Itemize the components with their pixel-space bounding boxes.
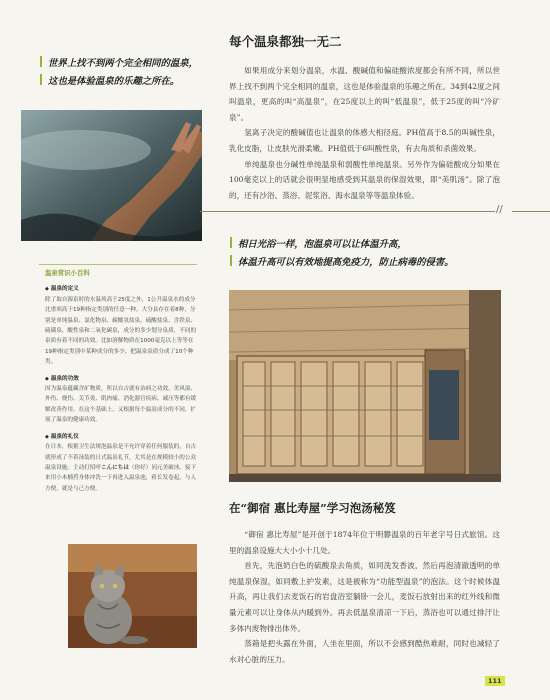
sidebar-text: 除了取自源泉时的水温须高于25度之外，1公升温泉水的成分比重须高于19种指定类别的任意一种。大分县存在着8种，分别是单纯温泉、氯化物泉、碳酸氢盐泉、硫酸盐泉、含铁泉、硫磺泉、酸性泉和二氧化碳泉，成分的多少划分泉质，不同的泉质有着不同的功效。比如溶解物质在1000毫克以上等等在19种指定类别中某种成分的多少，把温泉泉质分成了10个种类。 [45, 296, 197, 366]
sidebar-title: 温泉常识小百科 [45, 269, 90, 277]
sidebar-text: 因为温泉蕴藏含矿物质，所以自古就有治病之功效，美风湿、外伤、烧伤、关节炎、肌肉痛、消化器官疾病、减压等都有缓解改善作用。在这个基础上，又根据每个温泉成分的不同，扩展了温泉的健康功效。 [45, 386, 197, 424]
section-1-title: 每个温泉都独一无二 [229, 34, 342, 49]
section-2-paragraph: 首先，先泡奶白色的硫酸泉去角质，如同洗发香波，然后再泡清澈透明的单纯温泉保湿，如同敷上护发素，这是被称为“功能型温泉”的泡法。这个时候体温升高，再让我们去麦饭石的岩盘浴室躺卧一会儿，麦饭石放射出来的红外线和微量元素可以让身体从内暖到外。再去低温泉清凉一下后，蒸浴也可以通过排汗让多体内废物排出体外。 [229, 561, 500, 633]
sidebar-heading: ◆ 温泉的礼仪 [45, 432, 197, 442]
pull-quote-1-line-2: 这也是体验温泉的乐趣之所在。 [40, 73, 215, 91]
hot-spring-hand-photo [21, 110, 202, 241]
section-2-title: 在“御宿 惠比寿屋”学习泡汤秘笈 [229, 501, 396, 515]
sidebar-heading: ◆ 温泉的定义 [45, 284, 197, 294]
pull-quote-2-line-2: 体温升高可以有效地提高免疫力，防止病毒的侵害。 [230, 254, 530, 272]
section-1-paragraph: 单纯温泉也分碱性单纯温泉和弱酸性单纯温泉。另外作为偏硅酸成分如果在100毫克以上的话就会很明显地感受到其温泉的保湿效果，即“美肌汤”。除了泡的，还有沙浴、蒸浴、泥浆浴、海水温泉等等温泉体验。 [229, 159, 500, 200]
section-2-paragraph: “御宿 惠比寿屋”是开创于1874年位于明礬温泉的百年老字号日式旅馆。这里的温泉设施大大小小十几处。 [229, 530, 500, 555]
cat-illustration [68, 544, 197, 648]
section-divider-left [200, 211, 495, 212]
divider-slash-mark: // [496, 204, 503, 215]
cat-photo [68, 544, 197, 648]
section-1-paragraph: 如果用成分来划分温泉，水温、酸碱值和偏硅酸浓度都会有所不同，所以世界上找不到两个完全相同的温泉，这也是体验温泉的乐趣之所在。34到42度之间叫温泉，更高的叫“高温泉”，在25度以上的叫“低温泉”，低于25度的叫“冷矿泉”。 [229, 66, 500, 122]
hot-spring-hand-illustration [21, 110, 202, 241]
section-divider-right [512, 211, 550, 212]
pull-quote-2-line-1: 相日光浴一样，泡温泉可以让体温升高， [230, 236, 530, 254]
sidebar-text: 在日本，根据卫生法规泡温泉是不允许穿着任何服装的，自古就形成了不着泳装的日式温泉礼节，尤其是在规模较小的公众温泉设施。主动打招呼こんにちは（你好）同元美破冰。接下来用小木桶舀身体冲洗一下再进入温泉池，蒋长发卷起，与人方便，就是与己方便。 [45, 444, 197, 492]
wooden-steam-box-illustration [229, 290, 501, 482]
wooden-steam-box-photo [229, 290, 501, 482]
pull-quote-1 [40, 55, 215, 91]
greeting-highlight: こんにちは [100, 464, 129, 471]
pull-quote-1-line-1: 世界上找不到两个完全相同的温泉， [40, 55, 215, 73]
section-1-body [229, 63, 500, 203]
sidebar-encyclopedia [45, 268, 197, 494]
sidebar-heading: ◆ 温泉的功效 [45, 374, 197, 384]
section-2-body [229, 527, 500, 667]
section-2-paragraph: 蒸箱是把头露在外面，人坐在里面，所以不会感到酷热难耐，同时也减轻了水对心脏的压力。 [229, 639, 500, 664]
page-number: 111 [485, 676, 505, 686]
section-1-paragraph: 氢离子决定的酸碱值也让温泉的体感大相径庭。PH值高于8.5的叫碱性泉，乳化皮脂，让皮肤光滑柔嫩。PH值低于6叫酸性泉，有去角质和杀菌效果。 [229, 128, 500, 153]
pull-quote-2 [230, 236, 530, 272]
sidebar-top-line [39, 264, 197, 265]
